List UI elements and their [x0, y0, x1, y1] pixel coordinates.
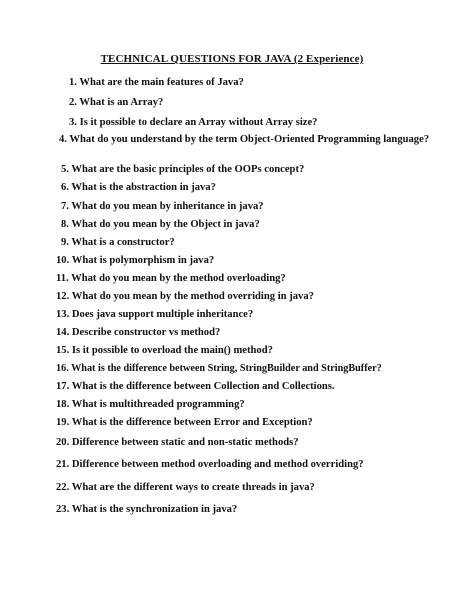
question-item: 2. What is an Array?	[69, 97, 164, 108]
question-item: 11. What do you mean by the method overloading?	[56, 273, 286, 284]
question-item: 9. What is a constructor?	[61, 237, 175, 248]
question-item: 16. What is the difference between String, StringBuilder and StringBuffer?	[56, 363, 382, 374]
question-item: 14. Describe constructor vs method?	[56, 327, 221, 338]
question-item: 21. Difference between method overloading and method overriding?	[56, 459, 364, 470]
question-item: 10. What is polymorphism in java?	[56, 255, 215, 266]
question-item: 6. What is the abstraction in java?	[61, 182, 216, 193]
question-item: 18. What is multithreaded programming?	[56, 399, 245, 410]
question-item: 23. What is the synchronization in java?	[56, 504, 238, 515]
document-title: TECHNICAL QUESTIONS FOR JAVA (2 Experience)	[100, 53, 364, 65]
question-item: 15. Is it possible to overload the main() method?	[56, 345, 273, 356]
question-item: 13. Does java support multiple inheritance?	[56, 309, 254, 320]
question-item: 20. Difference between static and non-static methods?	[56, 437, 299, 448]
question-item: 4. What do you understand by the term Object-Oriented Programming language?	[59, 134, 430, 145]
question-item: 12. What do you mean by the method overriding in java?	[56, 291, 314, 302]
question-item: 7. What do you mean by inheritance in java?	[61, 201, 264, 212]
question-item: 17. What is the difference between Collection and Collections.	[56, 381, 335, 392]
question-item: 19. What is the difference between Error and Exception?	[56, 417, 313, 428]
question-item: 8. What do you mean by the Object in java?	[61, 219, 260, 230]
question-item: 3. Is it possible to declare an Array without Array size?	[69, 117, 318, 128]
question-item: 1. What are the main features of Java?	[69, 77, 244, 88]
question-item: 5. What are the basic principles of the OOPs concept?	[61, 164, 305, 175]
question-item: 22. What are the different ways to create threads in java?	[56, 482, 315, 493]
